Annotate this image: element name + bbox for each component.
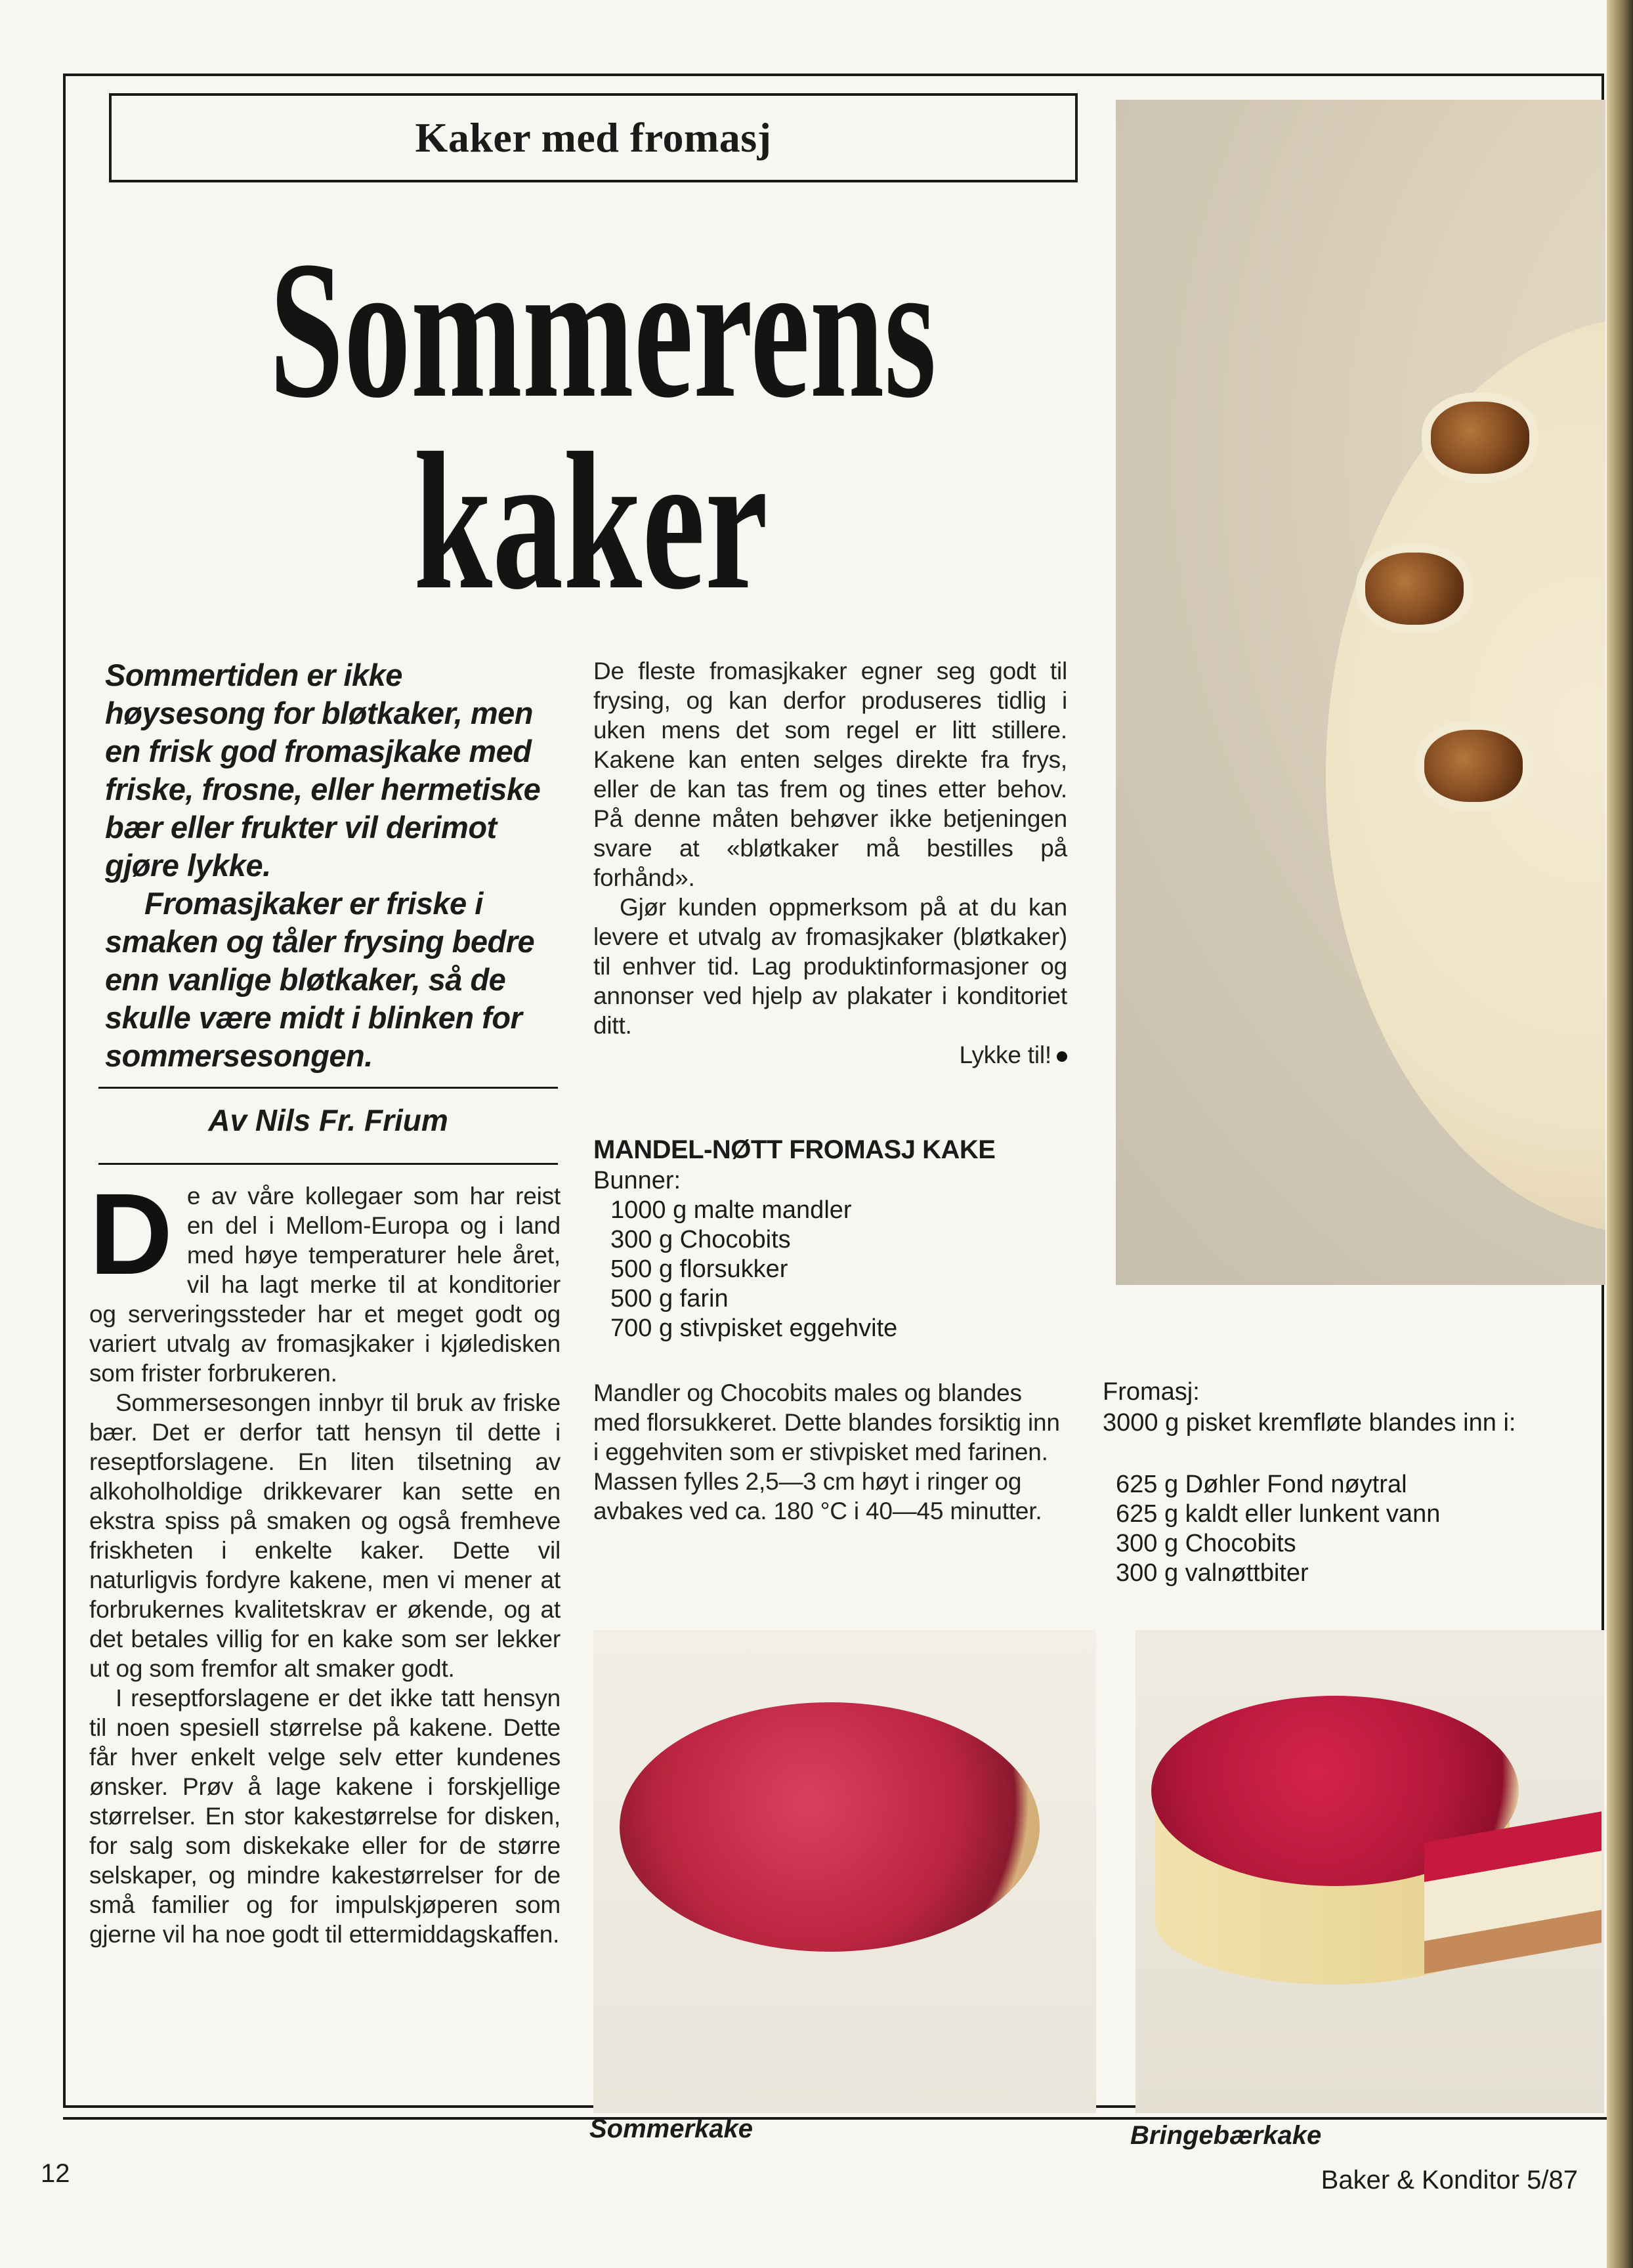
sommerkake-photo [593, 1630, 1096, 2113]
recipe-bunner-label: Bunner: [593, 1167, 681, 1194]
ingredient-item: 300 g Chocobits [610, 1226, 791, 1253]
ingredient-item: 500 g farin [610, 1285, 729, 1312]
body-column-2 [593, 656, 1067, 1070]
ingredient-item: 700 g stivpisket eggehvite [610, 1314, 898, 1342]
photo-caption-right: Bringebærkake [1130, 2121, 1322, 2150]
fromasj-ingredient-list [1116, 1470, 1440, 1588]
method-step: Massen fylles 2,5—3 cm høyt i ringer og avbakes ved ca. 180 °C i 40—45 minutter. [593, 1468, 1042, 1524]
ingredient-item: 500 g florsukker [610, 1255, 788, 1283]
byline-rule-top [98, 1087, 558, 1089]
cake-image [620, 1702, 1040, 1952]
ingredient-item: 625 g kaldt eller lunkent vann [1116, 1500, 1441, 1528]
bunner-ingredient-list [610, 1196, 897, 1343]
recipe-title: MANDEL-NØTT FROMASJ KAKE [593, 1135, 996, 1164]
section-kicker-text: Kaker med fromasj [415, 114, 772, 161]
headline-line-2: kaker [414, 412, 768, 630]
section-kicker [109, 93, 1078, 182]
body-paragraph: e av våre kollegaer som har reist en del i Mellom-Europa og i land med høye temperaturer hele året, vil ha lagt merke til at konditorier og serveringssteder har et meget godt og variert utvalg av fromasjkaker i kjøledisken som frister forbrukeren. [89, 1183, 561, 1387]
body-column-1 [89, 1170, 561, 1949]
fromasj-text: 3000 g pisket kremfløte blandes inn i: [1103, 1409, 1516, 1437]
recipe-method [593, 1378, 1066, 1526]
page-number: 12 [41, 2159, 70, 2188]
walnut-icon [1431, 402, 1529, 474]
photo-caption-left: Sommerkake [589, 2114, 753, 2143]
end-bullet-icon [1057, 1051, 1067, 1062]
byline-rule-bottom [98, 1163, 558, 1165]
walnut-icon [1424, 730, 1523, 802]
intro-paragraph: Fromasjkaker er friske i smaken og tåler frysing bedre enn vanlige bløtkaker, så de skulle være midt i blinken for sommersesongen. [105, 886, 535, 1073]
page-edge [1607, 0, 1633, 2268]
byline: Av Nils Fr. Frium [208, 1103, 448, 1137]
body-paragraph: De fleste fromasjkaker egner seg godt til frysing, og kan derfor produseres tidlig i uken mens det som regel er litt stillere. Kakene kan enten selges direkte fra frys, eller de kan tas frem og tines etter behov. På denne måten behøver ikke betjeningen svare at «bløtkaker må bestilles på forhånd». [593, 658, 1067, 891]
bottom-rule [63, 2117, 1633, 2120]
fromasj-label: Fromasj: [1103, 1378, 1200, 1406]
signoff-text: Lykke til! [959, 1041, 1051, 1068]
method-step: Mandler og Chocobits males og blandes med florsukkeret. Dette blandes forsiktig inn i eggehviten som er stivpisket med farinen. [593, 1379, 1060, 1465]
ingredient-item: 1000 g malte mandler [610, 1196, 852, 1224]
body-paragraph: I reseptforslagene er det ikke tatt hensyn til noen spesiell størrelse på kakene. Dette får hver enkelt velge selv etter kundenes ønsker. Prøv å lage kakene i forskjellige størrelser. En stor kakestørrelse for disken, for salg som diskekake eller for de større selskaper, og mindre kakestørrelser for de små familier og for impulskjøperen som gjerne vil ha noe godt til ettermiddagskaffen. [89, 1685, 561, 1948]
body-paragraph: Sommersesongen innbyr til bruk av friske bær. Det er derfor tatt hensyn til dette i reseptforslagene. En liten tilsetning av alkoholholdige drikkevarer kan sette en ekstra spiss på smaken og også fremheve friskheten i enkelte kaker. Dette vil naturligvis fordyre kakene, men vi mener at forbrukernes kvalitetskrav er økende, og at det betales villig for en kake som ser lekker ut og som fremfor alt smaker godt. [89, 1389, 561, 1682]
drop-cap: D [89, 1170, 173, 1299]
magazine-footer: Baker & Konditor 5/87 [1321, 2166, 1578, 2194]
ingredient-item: 300 g valnøttbiter [1116, 1559, 1309, 1587]
intro-paragraph: Sommertiden er ikke høysesong for bløtkaker, men en frisk god fromasjkake med friske, frosne, eller hermetiske bær eller frukter vil derimot gjøre lykke. [105, 658, 541, 883]
bringebaerkake-photo [1135, 1630, 1604, 2113]
headline-line-1: Sommerens [269, 220, 937, 438]
signoff [593, 1040, 1067, 1070]
walnut-icon [1365, 553, 1464, 625]
intro-lead [105, 656, 564, 1075]
body-paragraph: Gjør kunden oppmerksom på at du kan levere et utvalg av fromasjkaker (bløtkaker) til enhver tid. Lag produktinformasjoner og annonser ved hjelp av plakater i konditoriet ditt. [593, 894, 1067, 1039]
walnut-cake-photo [1116, 100, 1605, 1285]
ingredient-item: 625 g Døhler Fond nøytral [1116, 1471, 1407, 1498]
ingredient-item: 300 g Chocobits [1116, 1530, 1296, 1557]
